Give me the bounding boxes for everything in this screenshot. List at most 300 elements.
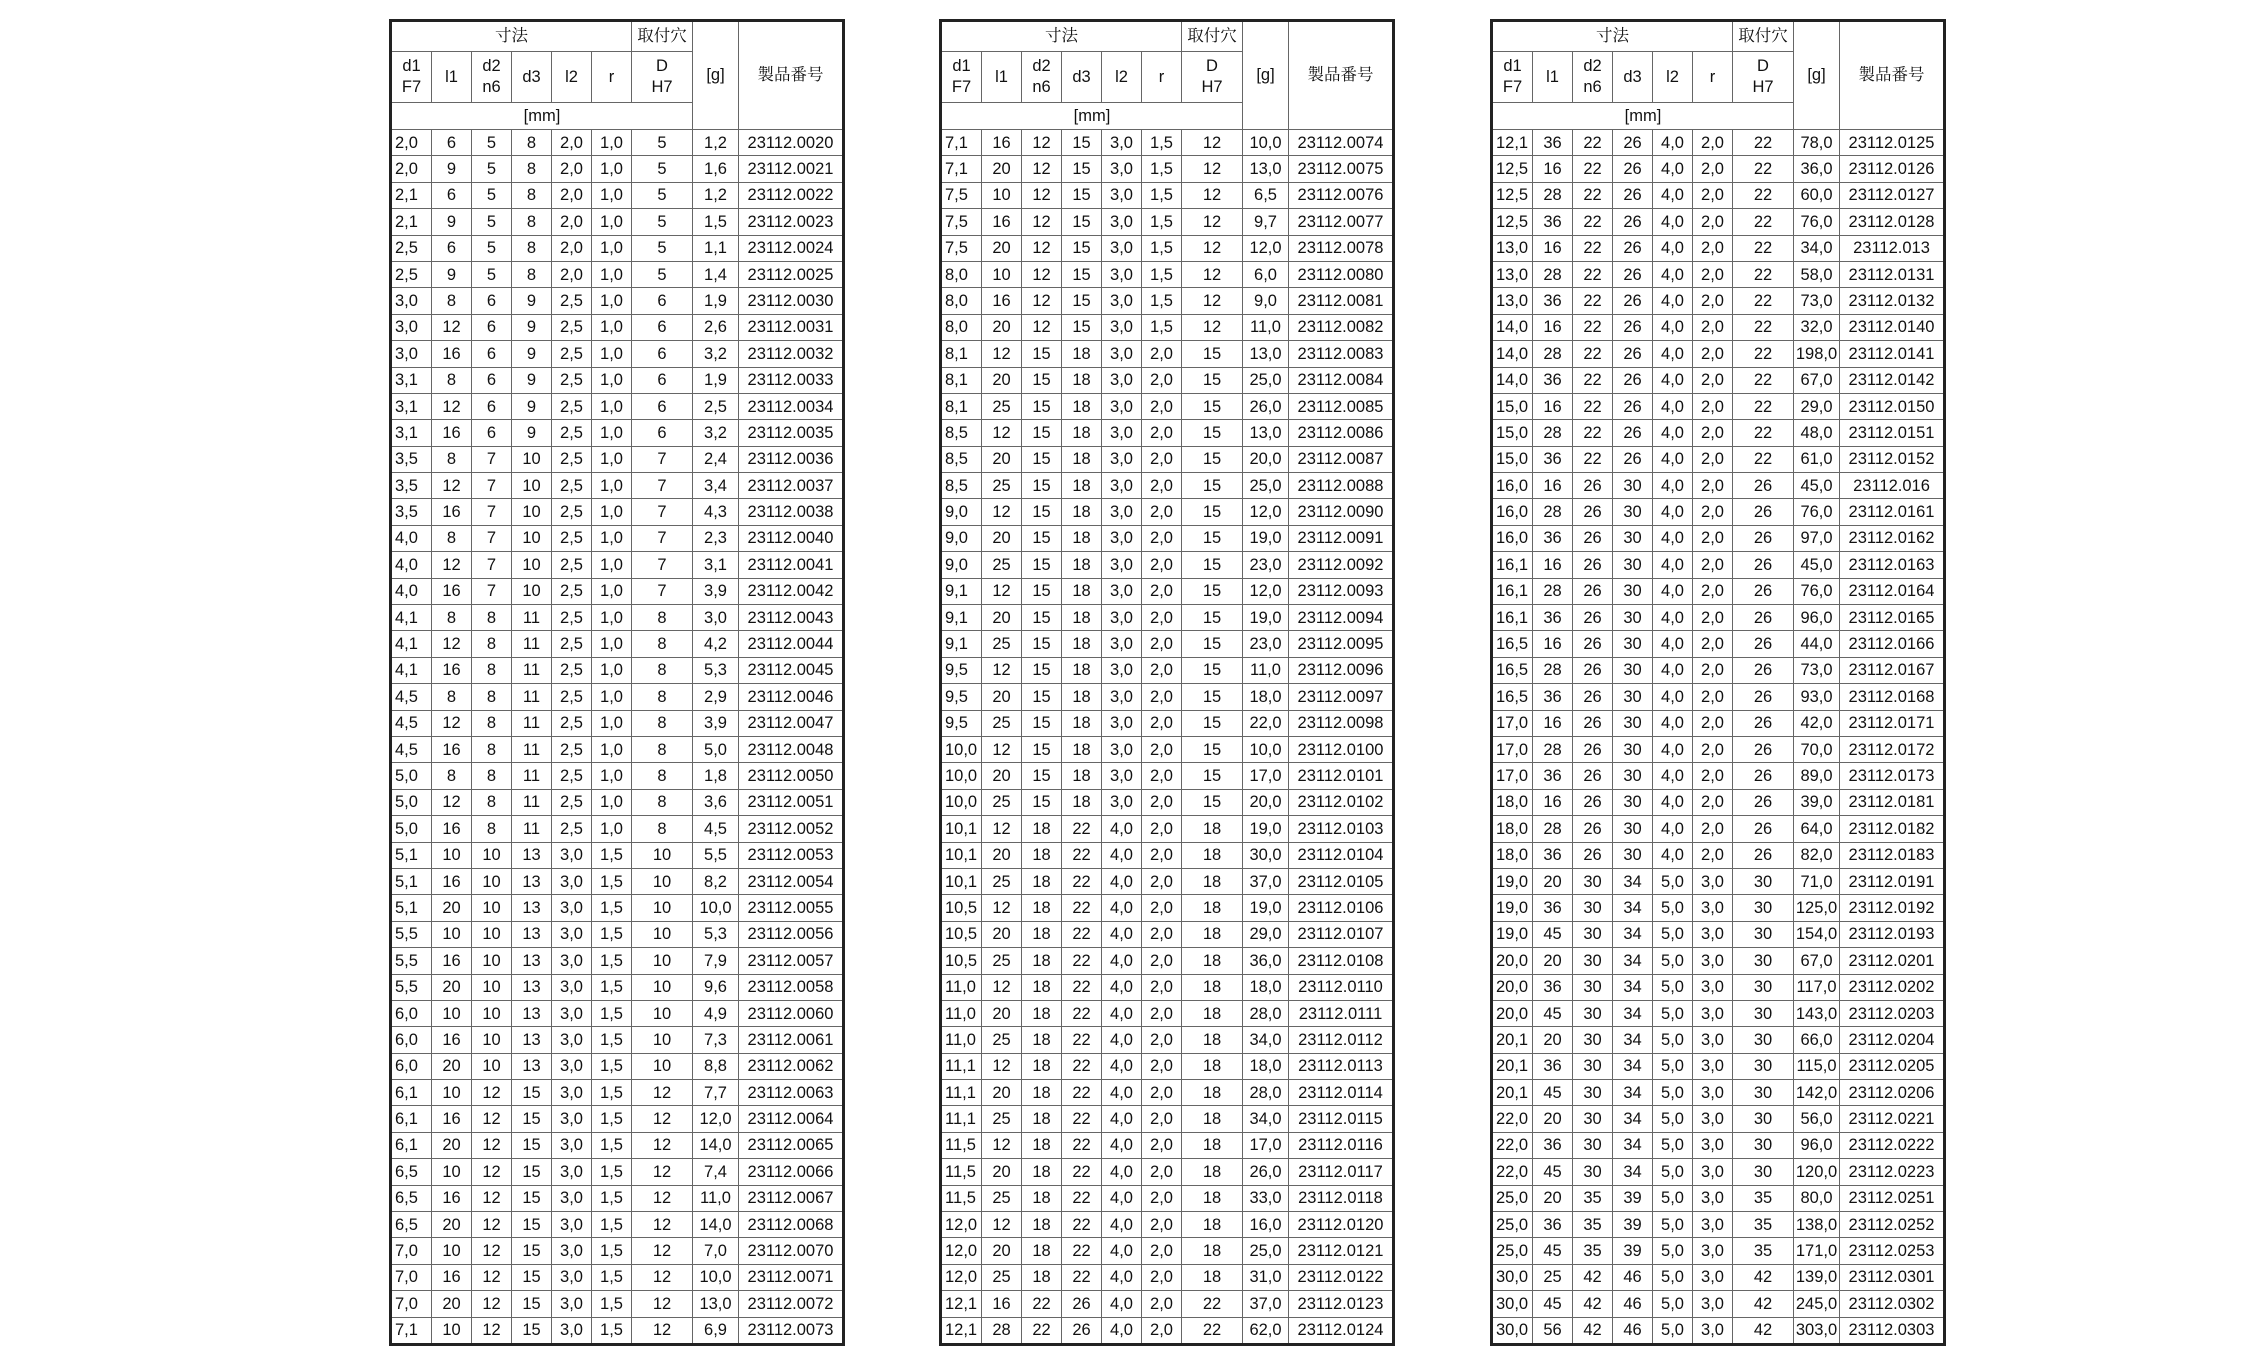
cell-D: 22 <box>1733 182 1794 208</box>
cell-d2: 22 <box>1573 288 1613 314</box>
cell-r: 2,0 <box>1693 605 1733 631</box>
cell-d1: 25,0 <box>1492 1238 1533 1264</box>
cell-d1: 10,1 <box>941 816 982 842</box>
cell-r: 1,5 <box>592 1264 632 1290</box>
cell-part-number: 23112.0151 <box>1840 420 1945 446</box>
cell-l1: 6 <box>432 235 472 261</box>
cell-part-number: 23112.0068 <box>739 1212 844 1238</box>
cell-r: 1,0 <box>592 261 632 287</box>
cell-part-number: 23112.0033 <box>739 367 844 393</box>
cell-d2: 18 <box>1022 1053 1062 1079</box>
cell-d1: 3,5 <box>391 499 432 525</box>
cell-D: 30 <box>1733 868 1794 894</box>
cell-part-number: 23112.0076 <box>1289 182 1394 208</box>
cell-D: 15 <box>1182 763 1243 789</box>
cell-l1: 20 <box>982 314 1022 340</box>
cell-d2: 22 <box>1022 1317 1062 1344</box>
header-part-number: 製品番号 <box>1840 21 1945 130</box>
table-row <box>1492 393 1945 419</box>
header-D <box>1733 52 1794 103</box>
cell-D: 10 <box>632 1053 693 1079</box>
cell-d2: 15 <box>1022 763 1062 789</box>
cell-d2: 10 <box>472 948 512 974</box>
cell-l2: 3,0 <box>1102 288 1142 314</box>
cell-weight: 76,0 <box>1794 209 1840 235</box>
cell-d2: 18 <box>1022 1106 1062 1132</box>
cell-part-number: 23112.0111 <box>1289 1000 1394 1026</box>
cell-part-number: 23112.0073 <box>739 1317 844 1344</box>
cell-d2: 42 <box>1573 1291 1613 1317</box>
table-body <box>1492 130 1945 1345</box>
cell-l2: 4,0 <box>1653 393 1693 419</box>
cell-d1: 30,0 <box>1492 1317 1533 1344</box>
cell-l1: 20 <box>432 1132 472 1158</box>
cell-D: 42 <box>1733 1264 1794 1290</box>
cell-l2: 3,0 <box>1102 736 1142 762</box>
cell-r: 2,0 <box>1142 974 1182 1000</box>
cell-l1: 28 <box>1533 261 1573 287</box>
cell-d1: 17,0 <box>1492 763 1533 789</box>
cell-l2: 4,0 <box>1102 1080 1142 1106</box>
cell-weight: 58,0 <box>1794 261 1840 287</box>
header-dimensions: 寸法 <box>391 21 632 52</box>
cell-d2: 26 <box>1573 578 1613 604</box>
cell-weight: 33,0 <box>1243 1185 1289 1211</box>
cell-weight: 303,0 <box>1794 1317 1840 1344</box>
table-row <box>941 710 1394 736</box>
cell-d3: 26 <box>1613 261 1653 287</box>
cell-weight: 29,0 <box>1794 393 1840 419</box>
cell-d2: 18 <box>1022 816 1062 842</box>
cell-d3: 15 <box>512 1238 552 1264</box>
cell-l1: 25 <box>982 393 1022 419</box>
cell-d1: 7,0 <box>391 1291 432 1317</box>
table-row <box>941 367 1394 393</box>
cell-d1: 7,0 <box>391 1264 432 1290</box>
cell-d2: 5 <box>472 209 512 235</box>
cell-d1: 16,5 <box>1492 631 1533 657</box>
cell-l2: 3,0 <box>552 868 592 894</box>
cell-l2: 3,0 <box>552 895 592 921</box>
cell-D: 15 <box>1182 684 1243 710</box>
cell-D: 22 <box>1733 420 1794 446</box>
cell-D: 26 <box>1733 578 1794 604</box>
cell-l2: 3,0 <box>552 1291 592 1317</box>
cell-r: 1,5 <box>592 895 632 921</box>
cell-part-number: 23112.0166 <box>1840 631 1945 657</box>
cell-part-number: 23112.0020 <box>739 130 844 156</box>
cell-d3: 13 <box>512 921 552 947</box>
cell-d2: 10 <box>472 1027 512 1053</box>
cell-l2: 2,5 <box>552 684 592 710</box>
cell-weight: 12,0 <box>1243 578 1289 604</box>
cell-d3: 34 <box>1613 1159 1653 1185</box>
table-row <box>391 1212 844 1238</box>
cell-weight: 1,2 <box>693 130 739 156</box>
cell-D: 12 <box>632 1159 693 1185</box>
cell-r: 3,0 <box>1693 1212 1733 1238</box>
cell-l2: 4,0 <box>1102 842 1142 868</box>
table-row <box>941 868 1394 894</box>
table-row <box>391 393 844 419</box>
cell-r: 2,0 <box>1142 816 1182 842</box>
cell-part-number: 23112.0046 <box>739 684 844 710</box>
cell-d2: 26 <box>1573 605 1613 631</box>
cell-part-number: 23112.0038 <box>739 499 844 525</box>
cell-part-number: 23112.0116 <box>1289 1132 1394 1158</box>
cell-d1: 25,0 <box>1492 1212 1533 1238</box>
header-D-label: D <box>1757 57 1769 76</box>
cell-d3: 11 <box>512 657 552 683</box>
cell-d3: 15 <box>1062 182 1102 208</box>
table-row <box>1492 948 1945 974</box>
cell-part-number: 23112.0054 <box>739 868 844 894</box>
cell-l1: 20 <box>982 1238 1022 1264</box>
cell-D: 15 <box>1182 446 1243 472</box>
table-row <box>391 209 844 235</box>
cell-part-number: 23112.0061 <box>739 1027 844 1053</box>
cell-d3: 30 <box>1613 473 1653 499</box>
cell-r: 1,5 <box>592 1291 632 1317</box>
cell-l1: 16 <box>1533 552 1573 578</box>
cell-D: 10 <box>632 948 693 974</box>
cell-d3: 22 <box>1062 842 1102 868</box>
cell-part-number: 23112.0097 <box>1289 684 1394 710</box>
cell-l2: 3,0 <box>1102 314 1142 340</box>
cell-r: 3,0 <box>1693 1053 1733 1079</box>
cell-D: 5 <box>632 130 693 156</box>
cell-d3: 46 <box>1613 1317 1653 1344</box>
cell-d2: 7 <box>472 499 512 525</box>
cell-l1: 56 <box>1533 1317 1573 1344</box>
cell-weight: 3,0 <box>693 605 739 631</box>
cell-d3: 18 <box>1062 393 1102 419</box>
cell-part-number: 23112.0112 <box>1289 1027 1394 1053</box>
cell-d2: 5 <box>472 261 512 287</box>
cell-weight: 96,0 <box>1794 605 1840 631</box>
cell-D: 26 <box>1733 525 1794 551</box>
cell-d3: 18 <box>1062 341 1102 367</box>
cell-d3: 26 <box>1613 367 1653 393</box>
table-row <box>391 1185 844 1211</box>
cell-r: 2,0 <box>1693 261 1733 287</box>
header-d2 <box>1022 52 1062 103</box>
cell-weight: 25,0 <box>1243 367 1289 393</box>
cell-part-number: 23112.0024 <box>739 235 844 261</box>
cell-r: 1,0 <box>592 288 632 314</box>
cell-weight: 5,3 <box>693 921 739 947</box>
cell-r: 1,0 <box>592 367 632 393</box>
cell-part-number: 23112.0032 <box>739 341 844 367</box>
cell-d3: 15 <box>512 1212 552 1238</box>
header-d3: d3 <box>1613 52 1653 103</box>
cell-weight: 67,0 <box>1794 948 1840 974</box>
cell-l1: 12 <box>982 974 1022 1000</box>
cell-D: 42 <box>1733 1291 1794 1317</box>
cell-r: 1,0 <box>592 657 632 683</box>
cell-l2: 2,5 <box>552 552 592 578</box>
cell-d2: 15 <box>1022 499 1062 525</box>
cell-weight: 4,2 <box>693 631 739 657</box>
cell-d1: 5,5 <box>391 921 432 947</box>
cell-part-number: 23112.0203 <box>1840 1000 1945 1026</box>
cell-weight: 18,0 <box>1243 684 1289 710</box>
cell-d2: 8 <box>472 605 512 631</box>
cell-r: 3,0 <box>1693 1264 1733 1290</box>
cell-l1: 8 <box>432 288 472 314</box>
cell-d2: 26 <box>1573 684 1613 710</box>
table-row <box>1492 182 1945 208</box>
cell-d1: 10,1 <box>941 868 982 894</box>
cell-d1: 4,5 <box>391 736 432 762</box>
cell-d1: 4,5 <box>391 684 432 710</box>
table-body <box>941 130 1394 1345</box>
header-unit: [mm] <box>941 103 1243 130</box>
table-row <box>941 1053 1394 1079</box>
cell-l2: 2,5 <box>552 736 592 762</box>
cell-weight: 125,0 <box>1794 895 1840 921</box>
cell-d1: 20,0 <box>1492 948 1533 974</box>
table-body <box>391 130 844 1345</box>
cell-d1: 18,0 <box>1492 842 1533 868</box>
cell-d3: 9 <box>512 288 552 314</box>
cell-part-number: 23112.0222 <box>1840 1132 1945 1158</box>
table-row <box>391 420 844 446</box>
header-d1-tolerance: F7 <box>401 78 422 96</box>
cell-l1: 28 <box>1533 499 1573 525</box>
cell-weight: 3,1 <box>693 552 739 578</box>
cell-d1: 16,1 <box>1492 605 1533 631</box>
cell-r: 1,5 <box>1142 261 1182 287</box>
cell-d1: 9,0 <box>941 499 982 525</box>
cell-d3: 26 <box>1062 1317 1102 1344</box>
cell-l2: 4,0 <box>1653 473 1693 499</box>
cell-l1: 20 <box>432 1291 472 1317</box>
cell-weight: 11,0 <box>1243 657 1289 683</box>
cell-d2: 7 <box>472 578 512 604</box>
cell-d3: 22 <box>1062 895 1102 921</box>
cell-part-number: 23112.0161 <box>1840 499 1945 525</box>
cell-r: 2,0 <box>1693 842 1733 868</box>
table-row <box>1492 1106 1945 1132</box>
cell-part-number: 23112.013 <box>1840 235 1945 261</box>
cell-l1: 16 <box>1533 314 1573 340</box>
cell-l2: 5,0 <box>1653 1264 1693 1290</box>
cell-d3: 11 <box>512 631 552 657</box>
cell-l2: 4,0 <box>1653 182 1693 208</box>
header-dimensions: 寸法 <box>1492 21 1733 52</box>
cell-weight: 10,0 <box>693 1264 739 1290</box>
cell-d1: 7,0 <box>391 1238 432 1264</box>
cell-l1: 16 <box>432 1185 472 1211</box>
cell-d3: 26 <box>1613 288 1653 314</box>
cell-l1: 20 <box>982 367 1022 393</box>
cell-l1: 8 <box>432 367 472 393</box>
cell-d1: 9,1 <box>941 605 982 631</box>
cell-l1: 20 <box>982 842 1022 868</box>
cell-d1: 12,0 <box>941 1238 982 1264</box>
cell-r: 1,5 <box>592 948 632 974</box>
cell-r: 1,5 <box>592 1159 632 1185</box>
cell-l2: 3,0 <box>552 1106 592 1132</box>
cell-r: 1,0 <box>592 209 632 235</box>
cell-l1: 10 <box>432 1317 472 1344</box>
cell-d3: 13 <box>512 1027 552 1053</box>
cell-r: 3,0 <box>1693 868 1733 894</box>
cell-part-number: 23112.0072 <box>739 1291 844 1317</box>
cell-part-number: 23112.0090 <box>1289 499 1394 525</box>
cell-weight: 9,6 <box>693 974 739 1000</box>
cell-l1: 16 <box>982 1291 1022 1317</box>
cell-l2: 4,0 <box>1102 1159 1142 1185</box>
cell-weight: 45,0 <box>1794 552 1840 578</box>
cell-part-number: 23112.0074 <box>1289 130 1394 156</box>
cell-d1: 11,1 <box>941 1080 982 1106</box>
cell-r: 1,0 <box>592 578 632 604</box>
cell-weight: 42,0 <box>1794 710 1840 736</box>
cell-r: 1,5 <box>592 842 632 868</box>
cell-d2: 15 <box>1022 393 1062 419</box>
cell-l2: 3,0 <box>1102 367 1142 393</box>
cell-D: 7 <box>632 446 693 472</box>
cell-d1: 8,5 <box>941 446 982 472</box>
cell-d3: 15 <box>512 1080 552 1106</box>
table-row <box>391 446 844 472</box>
cell-D: 5 <box>632 209 693 235</box>
cell-l1: 25 <box>982 473 1022 499</box>
cell-D: 5 <box>632 261 693 287</box>
cell-weight: 2,6 <box>693 314 739 340</box>
cell-part-number: 23112.0202 <box>1840 974 1945 1000</box>
cell-r: 2,0 <box>1142 684 1182 710</box>
cell-d1: 16,1 <box>1492 578 1533 604</box>
cell-l1: 9 <box>432 156 472 182</box>
cell-d3: 34 <box>1613 974 1653 1000</box>
cell-d3: 15 <box>1062 235 1102 261</box>
header-D <box>1182 52 1243 103</box>
cell-d3: 26 <box>1062 1291 1102 1317</box>
cell-d3: 13 <box>512 842 552 868</box>
cell-r: 2,0 <box>1142 1159 1182 1185</box>
cell-d3: 10 <box>512 446 552 472</box>
cell-l1: 25 <box>982 1264 1022 1290</box>
table-row <box>391 1264 844 1290</box>
cell-D: 6 <box>632 367 693 393</box>
table-row <box>391 261 844 287</box>
cell-l2: 5,0 <box>1653 1185 1693 1211</box>
cell-l1: 12 <box>982 499 1022 525</box>
cell-part-number: 23112.0167 <box>1840 657 1945 683</box>
header-d2 <box>1573 52 1613 103</box>
cell-d1: 2,1 <box>391 182 432 208</box>
cell-l1: 16 <box>432 1106 472 1132</box>
table-row <box>941 341 1394 367</box>
cell-l1: 12 <box>982 816 1022 842</box>
cell-part-number: 23112.0117 <box>1289 1159 1394 1185</box>
cell-d1: 9,1 <box>941 578 982 604</box>
cell-D: 12 <box>1182 261 1243 287</box>
table-row <box>1492 895 1945 921</box>
table-row <box>391 367 844 393</box>
cell-d1: 7,5 <box>941 209 982 235</box>
cell-d1: 4,0 <box>391 525 432 551</box>
cell-l2: 2,5 <box>552 499 592 525</box>
cell-d3: 22 <box>1062 1027 1102 1053</box>
cell-d3: 22 <box>1062 1000 1102 1026</box>
cell-weight: 26,0 <box>1243 1159 1289 1185</box>
table-row <box>941 130 1394 156</box>
cell-part-number: 23112.0104 <box>1289 842 1394 868</box>
cell-d3: 26 <box>1613 235 1653 261</box>
cell-part-number: 23112.0101 <box>1289 763 1394 789</box>
cell-l2: 4,0 <box>1653 657 1693 683</box>
cell-D: 15 <box>1182 393 1243 419</box>
cell-D: 35 <box>1733 1185 1794 1211</box>
cell-l1: 20 <box>432 1053 472 1079</box>
cell-l1: 12 <box>432 631 472 657</box>
table-row <box>1492 1212 1945 1238</box>
cell-d1: 8,0 <box>941 261 982 287</box>
cell-l2: 2,5 <box>552 763 592 789</box>
cell-D: 15 <box>1182 578 1243 604</box>
cell-l1: 9 <box>432 261 472 287</box>
cell-part-number: 23112.0023 <box>739 209 844 235</box>
cell-d3: 34 <box>1613 948 1653 974</box>
table-row <box>1492 736 1945 762</box>
cell-l2: 3,0 <box>1102 209 1142 235</box>
cell-d3: 8 <box>512 130 552 156</box>
cell-d2: 15 <box>1022 446 1062 472</box>
table-row <box>941 842 1394 868</box>
cell-part-number: 23112.0173 <box>1840 763 1945 789</box>
cell-part-number: 23112.0036 <box>739 446 844 472</box>
cell-l1: 20 <box>1533 1027 1573 1053</box>
cell-weight: 7,0 <box>693 1238 739 1264</box>
cell-l1: 25 <box>982 1027 1022 1053</box>
header-d2-tolerance: n6 <box>482 78 501 96</box>
cell-d3: 30 <box>1613 499 1653 525</box>
cell-l2: 3,0 <box>1102 235 1142 261</box>
table-row <box>391 842 844 868</box>
cell-D: 15 <box>1182 710 1243 736</box>
cell-d1: 14,0 <box>1492 341 1533 367</box>
header-l1: l1 <box>432 52 472 103</box>
cell-D: 22 <box>1733 341 1794 367</box>
cell-part-number: 23112.0041 <box>739 552 844 578</box>
cell-d1: 5,5 <box>391 948 432 974</box>
cell-part-number: 23112.0092 <box>1289 552 1394 578</box>
cell-l2: 5,0 <box>1653 895 1693 921</box>
cell-part-number: 23112.0103 <box>1289 816 1394 842</box>
cell-part-number: 23112.0122 <box>1289 1264 1394 1290</box>
cell-r: 1,0 <box>592 393 632 419</box>
cell-D: 10 <box>632 1000 693 1026</box>
cell-l1: 25 <box>982 631 1022 657</box>
cell-l2: 4,0 <box>1653 631 1693 657</box>
cell-weight: 8,2 <box>693 868 739 894</box>
table-row <box>941 552 1394 578</box>
cell-d3: 10 <box>512 578 552 604</box>
cell-l2: 3,0 <box>1102 393 1142 419</box>
cell-weight: 56,0 <box>1794 1106 1840 1132</box>
cell-d2: 26 <box>1573 525 1613 551</box>
cell-weight: 1,4 <box>693 261 739 287</box>
table-row <box>1492 921 1945 947</box>
cell-d2: 5 <box>472 182 512 208</box>
cell-D: 15 <box>1182 605 1243 631</box>
cell-l2: 4,0 <box>1653 341 1693 367</box>
cell-r: 1,5 <box>1142 156 1182 182</box>
